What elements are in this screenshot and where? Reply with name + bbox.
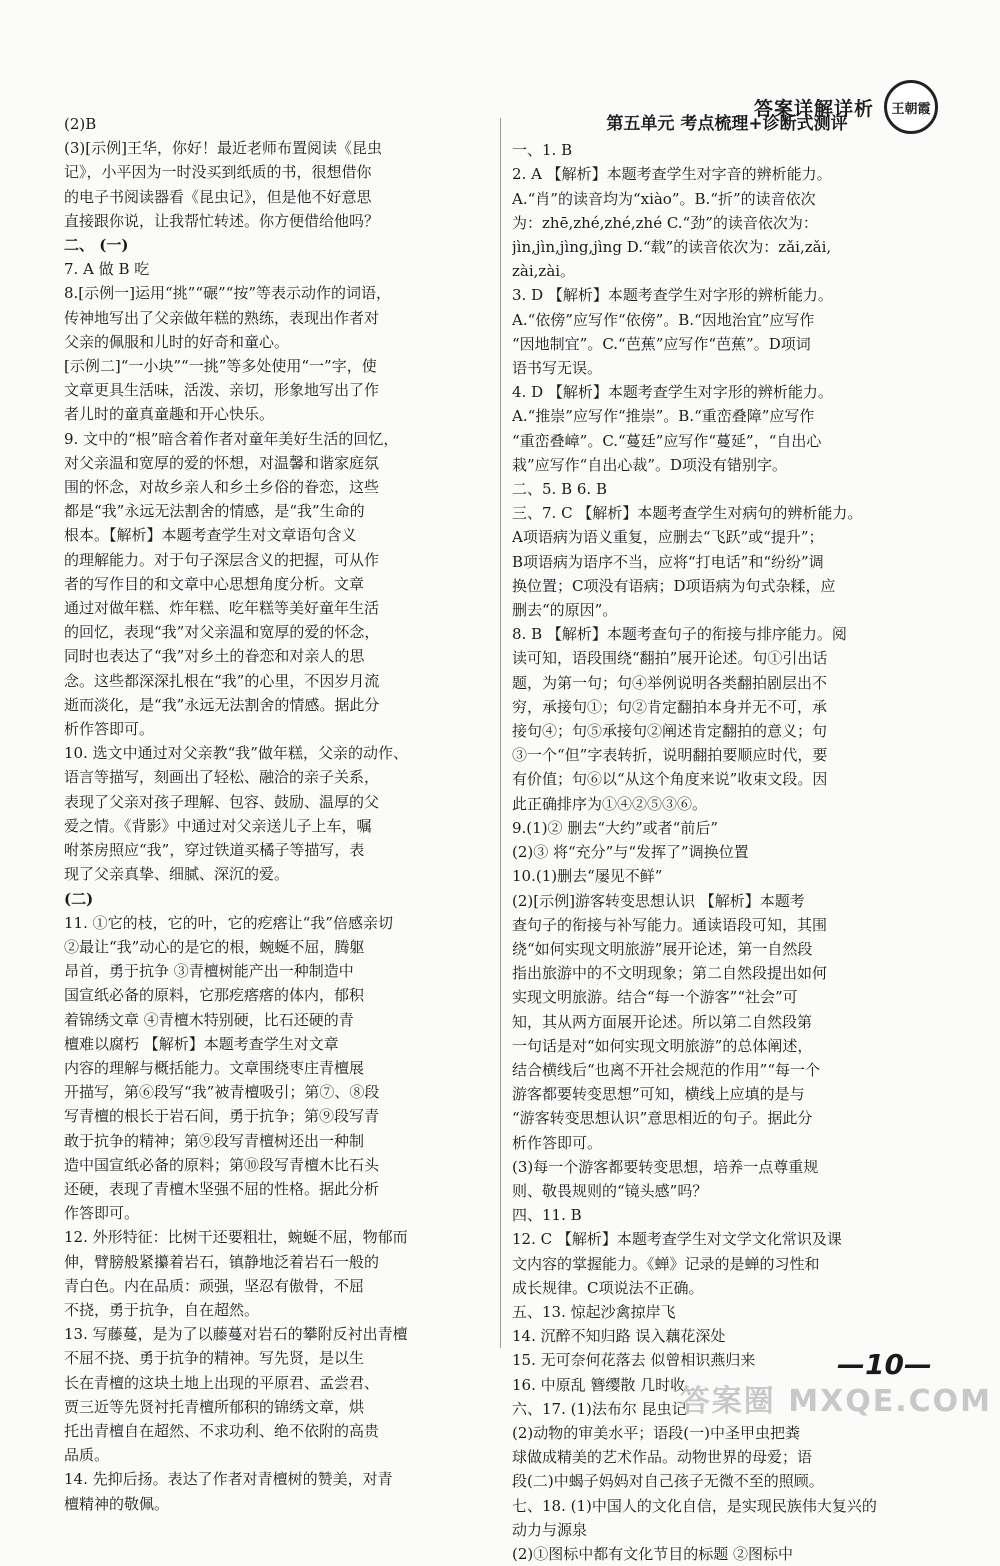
answer-line: 12. C 【解析】本题考查学生对文学文化常识及课 [512,1230,842,1249]
watermark: 答案圈 MXQE.COM [679,1384,992,1419]
page-number: —10— [837,1348,932,1381]
answer-line: 昂首，勇于抗争 ③青檀树能产出一种制造中 [64,962,354,981]
answer-line: 接句④；句⑤承接句②阐述肯定翻拍的意义；句 [512,722,828,741]
answer-line: 实现文明旅游。结合“每一个游客”“社会”可 [512,988,798,1007]
answer-line: 围的怀念，对故乡亲人和乡土乡俗的眷恋，这些 [64,478,380,497]
answer-line: 三、7. C 【解析】本题考查学生对病句的辨析能力。 [512,504,863,523]
answer-line: zài,zài。 [512,262,576,281]
answer-line: (2)动物的审美水平；语段(一)中圣甲虫把粪 [512,1423,800,1442]
answer-line: 段(二)中蝎子妈妈对自己孩子无微不至的照顾。 [512,1472,824,1491]
answer-line: (2)③ 将“充分”与“发挥了”调换位置 [512,843,749,862]
answer-line: 二、5. B 6. B [512,480,607,499]
answer-line: 球做成精美的艺术作品。动物世界的母爱；语 [512,1448,813,1467]
answer-line: 五、13. 惊起沙禽掠岸飞 [512,1302,676,1321]
answer-line: 托出青檀自在超然、不求功利、绝不依附的高贵 [64,1421,380,1440]
logo-text: 王朝霞 [891,101,931,117]
answer-line: 直接跟你说，让我帮忙转述。你方便借给他吗？ [64,211,380,230]
answer-line: jìn,jìn,jìng,jìng D.“载”的读音依次为：zǎi,zǎi, [512,238,832,257]
answer-line: 15. 无可奈何花落去 似曾相识燕归来 [512,1351,756,1370]
column-divider [500,118,501,1348]
answer-line: 16. 中原乱 簪缨散 几时收 [512,1375,686,1394]
answer-line: 贾三近等先贤衬托青檀所郁积的锦绣文章，烘 [64,1397,365,1416]
answer-line: 者儿时的童真童趣和开心快乐。 [64,405,275,424]
answer-line: A.“肖”的读音均为“xiào”。B.“折”的读音依次 [512,189,816,208]
answer-line: 逝而淡化，是“我”永远无法割舍的情感。据此分 [64,695,380,714]
answer-line: 13. 写藤蔓，是为了以藤蔓对岩石的攀附反衬出青檀 [64,1325,408,1344]
answer-line: 文内容的掌握能力。《蝉》记录的是蝉的习性和 [512,1254,820,1273]
answer-line: ③一个“但”字表转折，说明翻拍要顺应时代，要 [512,746,828,765]
answer-line: 2. A 【解析】本题考查学生对字音的辨析能力。 [512,165,832,184]
answer-line: 敢于抗争的精神；第⑨段写青檀树还出一种制 [64,1131,365,1150]
answer-line: 品质。 [64,1446,110,1465]
answer-line: 栽”应写作“自出心裁”。D项没有错别字。 [512,455,788,474]
answer-line: 作答即可。 [64,1204,140,1223]
answer-line: 父亲的佩服和儿时的好奇和童心。 [64,332,290,351]
answer-line: 的回忆，表现“我”对父亲温和宽厚的爱的怀念， [64,623,380,642]
answer-line: 10.(1)删去“屡见不鲜” [512,867,663,886]
answer-line: 六、17. (1)法布尔 昆虫记 [512,1399,687,1418]
answer-line: (2)①图标中都有文化节目的标题 ②图标中 [512,1544,794,1563]
answer-line: 通过对做年糕、炸年糕、吃年糕等美好童年生活 [64,599,380,618]
answer-line: 析作答即可。 [512,1133,603,1152]
answer-line: 檀精神的敬佩。 [64,1494,170,1513]
answer-line: 语言等描写，刻画出了轻松、融洽的亲子关系， [64,768,380,787]
answer-line: (3)每一个游客都要转变思想，培养一点尊重规 [512,1157,819,1176]
answer-line: 咐茶房照应“我”，穿过铁道买橘子等描写，表 [64,841,365,860]
answer-line: 14. 先抑后扬。表达了作者对青檀树的赞美，对青 [64,1470,393,1489]
answer-line: 14. 沉醉不知归路 误入藕花深处 [512,1327,726,1346]
answer-line: 七、18. (1)中国人的文化自信，是实现民族伟大复兴的 [512,1496,877,1515]
answer-line: 动力与源泉 [512,1520,588,1539]
answer-line: 9. 文中的“根”暗含着作者对童年美好生活的回忆， [64,429,399,448]
answer-line: 一、1. B [512,141,573,160]
answer-line: 12. 外形特征：比树干还要粗壮，蜿蜒不屈，物郁而 [64,1228,408,1247]
answer-line: 檀难以腐朽 【解析】本题考查学生对文章 [64,1034,339,1053]
answer-line: 一句话是对“如何实现文明旅游”的总体阐述， [512,1036,813,1055]
answer-line: 表现了父亲对孩子理解、包容、鼓励、温厚的父 [64,792,380,811]
answer-line: 写青檀的根长于岩石间，勇于抗争；第⑨段写青 [64,1107,380,1126]
answer-line: (2)B [64,115,97,133]
left-column [64,112,489,1516]
answer-line: 二、 (一) [64,236,129,255]
answer-line: 着锦绣文章 ④青檀木特别硬，比石还硬的青 [64,1010,354,1029]
answer-line: 知，其从两方面展开论述。所以第二自然段第 [512,1012,813,1031]
answer-line: 念。这些都深深扎根在“我”的心里，不因岁月流 [64,671,380,690]
answer-line: 指出旅游中的不文明现象；第二自然段提出如何 [512,964,828,983]
answer-line: 造中国宣纸必备的原料；第⑩段写青檀木比石头 [64,1155,380,1174]
answer-line: 现了父亲真挚、细腻、深沉的爱。 [64,865,290,884]
answer-line: 8. B 【解析】本题考查句子的衔接与排序能力。阅 [512,625,847,644]
answer-line: 4. D 【解析】本题考查学生对字形的辨析能力。 [512,383,833,402]
answer-line: [示例二]“一小块”“一挑”等多处使用“一”字，使 [64,357,377,376]
answer-line: 青白色。内在品质：顽强，坚忍有傲骨，不屈 [64,1276,365,1295]
answer-line: 根本。【解析】本题考查学生对文章语句含义 [64,526,357,545]
answer-line: 还硬，表现了青檀木坚强不屈的性格。据此分析 [64,1179,380,1198]
unit-title: 第五单元 考点梳理+诊断式测评 [606,114,848,134]
answer-line: 读可知，语段围绕“翻拍”展开论述。句①引出话 [512,649,828,668]
answer-line: 有价值；句⑥以“从这个角度来说”收束文段。因 [512,770,828,789]
answer-line: 此正确排序为①④②⑤③⑥。 [512,794,708,813]
answer-line: 记》，小平因为一时没买到纸质的书，很想借你 [64,163,372,182]
answer-line: “游客转变思想认识”意思相近的句子。据此分 [512,1109,813,1128]
answer-line: 对父亲温和宽厚的爱的怀想，对温馨和谐家庭氛 [64,453,380,472]
answer-line: 3. D 【解析】本题考查学生对字形的辨析能力。 [512,286,833,305]
answer-line: 的电子书阅读器看《昆虫记》，但是他不好意思 [64,187,372,206]
answer-line: 换位置；C项没有语病；D项语病为句式杂糅，应 [512,576,836,595]
answer-line: A项语病为语义重复，应删去“飞跃”或“提升”； [512,528,824,547]
answer-line: 传神地写出了父亲做年糕的熟练，表现出作者对 [64,308,380,327]
answer-line: 析作答即可。 [64,720,155,739]
answer-line: 四、11. B [512,1206,582,1225]
answer-line: (2)[示例]游客转变思想认识 【解析】本题考 [512,891,805,910]
answer-line: (二) [64,889,94,908]
answer-line: 开描写，第⑥段写“我”被青檀吸引；第⑦、⑧段 [64,1083,380,1102]
answer-line: A.“依傍”应写作“依傍”。B.“因地治宜”应写作 [512,310,815,329]
answer-line: B项语病为语序不当，应将“打电话”和“纷纷”调 [512,552,824,571]
answer-line: 不挠，勇于抗争，自在超然。 [64,1300,260,1319]
answer-line: 都是“我”永远无法割舍的情感，是“我”生命的 [64,502,365,521]
answer-line: 伸，臂膀般紧攥着岩石，镇静地泛着岩石一般的 [64,1252,380,1271]
answer-line: 爱之情。《背影》中通过对父亲送儿子上车，嘱 [64,816,372,835]
answer-line: “重峦叠嶂”。C.“蔓廷”应写作“蔓延”，“自出心 [512,431,822,450]
answer-line: (3)[示例]王华，你好！最近老师布置阅读《昆虫 [64,139,382,158]
answer-line: 长在青檀的这块土地上出现的平原君、孟尝君、 [64,1373,380,1392]
answer-line: 游客都要转变思想”可知，横线上应填的是与 [512,1085,805,1104]
answer-line: 查句子的衔接与补写能力。通读语段可知，其围 [512,915,828,934]
answer-line: 8.[示例一]运用“挑”“碾”“按”等表示动作的词语， [64,284,392,303]
answer-line: 者的写作目的和文章中心思想角度分析。文章 [64,574,365,593]
answer-line: 则、敬畏规则的“镜头感”吗？ [512,1181,708,1200]
answer-line: 题，为第一句；句④举例说明各类翻拍剧层出不 [512,673,828,692]
answer-line: 语书写无误。 [512,359,603,378]
answer-line: 为：zhē,zhé,zhé,zhé C.“劲”的读音依次为： [512,213,818,232]
answer-line: 同时也表达了“我”对乡土的眷恋和对亲人的思 [64,647,365,666]
answer-line: 内容的理解与概括能力。文章围绕枣庄青檀展 [64,1058,365,1077]
answer-line: 结合横线后“也离不开社会规范的作用”“每一个 [512,1060,821,1079]
answer-line: 9.(1)② 删去“大约”或者“前后” [512,818,719,837]
answer-line: 成长规律。C项说法不正确。 [512,1278,704,1297]
answer-line: 绕“如何实现文明旅游”展开论述，第一自然段 [512,939,813,958]
answer-line: 11. ①它的枝，它的叶，它的疙瘩让“我”倍感亲切 [64,913,393,932]
answer-line: ②最让“我”动心的是它的根，蜿蜒不屈，腾躯 [64,937,365,956]
answer-line: 不屈不挠、勇于抗争的精神。写先贤，是以生 [64,1349,365,1368]
answer-line: 国宣纸必备的原料，它那疙瘩瘩的体内，郁积 [64,986,365,1005]
answer-line: 的理解能力。对于句子深层含义的把握，可从作 [64,550,380,569]
answer-line: 文章更具生活味，活泼、亲切，形象地写出了作 [64,381,380,400]
answer-line: “因地制宜”。C.“芭蕉”应写作“芭蕉”。D项词 [512,334,811,353]
answer-line: 10. 选文中通过对父亲教“我”做年糕，父亲的动作、 [64,744,408,763]
answer-line: 删去“的原因”。 [512,601,618,620]
answer-line: A.“推崇”应写作“推崇”。B.“重峦叠障”应写作 [512,407,815,426]
header-title: 答案详解详析 [753,97,874,120]
answer-line: 穷，承接句①；句②肯定翻拍本身并无不可，承 [512,697,828,716]
answer-line: 7. A 做 B 吃 [64,260,150,279]
